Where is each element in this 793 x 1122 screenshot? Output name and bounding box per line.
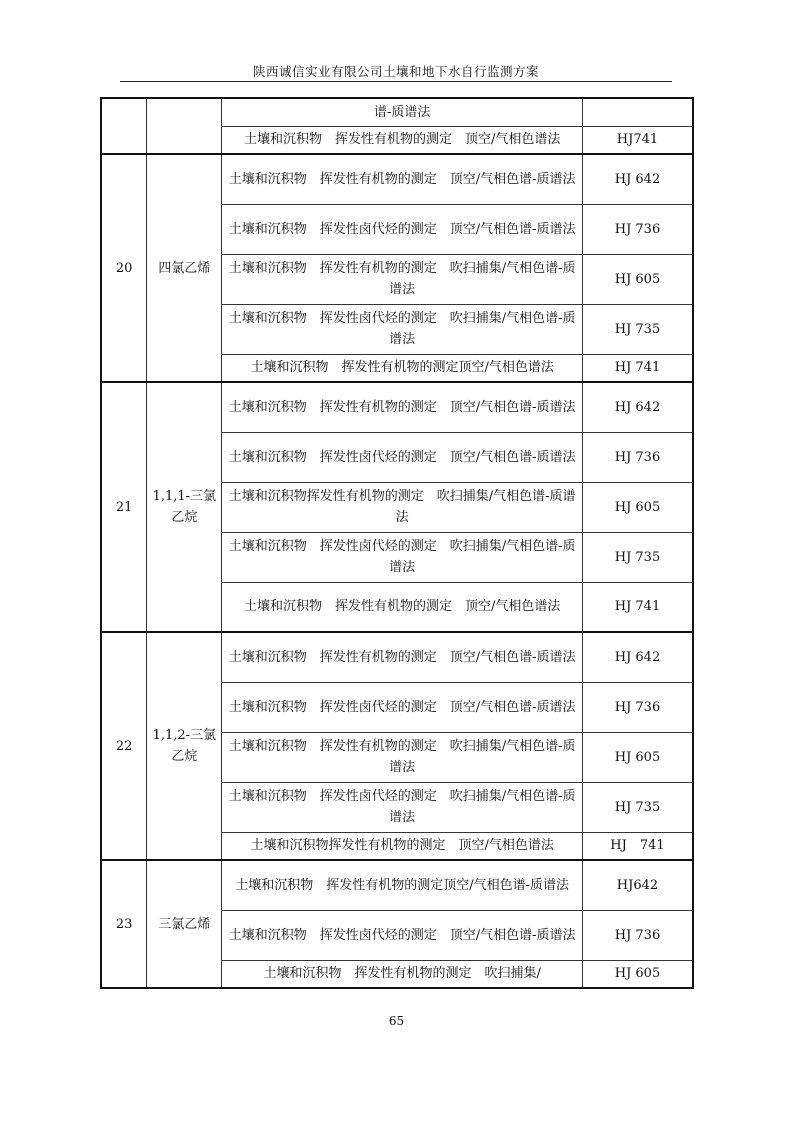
item-number: 21 xyxy=(101,382,147,632)
standards-table xyxy=(100,97,694,989)
standard-code: HJ 605 xyxy=(582,960,693,988)
page-number: 65 xyxy=(388,1014,405,1028)
standard-code: HJ 741 xyxy=(582,354,693,382)
substance-name: 四氯乙烯 xyxy=(147,154,222,382)
method-name: 土壤和沉积物 挥发性有机物的测定 顶空/气相色谱-质谱法 xyxy=(222,382,583,432)
method-name: 土壤和沉积物 挥发性有机物的测定 顶空/气相色谱-质谱法 xyxy=(222,154,583,204)
method-name: 土壤和沉积物 挥发性有机物的测定 吹扫捕集/气相色谱-质谱法 xyxy=(222,254,583,304)
standard-code: HJ 735 xyxy=(582,782,693,832)
standard-code: HJ 735 xyxy=(582,532,693,582)
page-header: 陕西诚信实业有限公司土壤和地下水自行监测方案 xyxy=(252,64,539,79)
substance-name xyxy=(147,98,222,154)
standard-code: HJ 642 xyxy=(582,154,693,204)
method-name: 土壤和沉积物 挥发性卤代烃的测定 顶空/气相色谱-质谱法 xyxy=(222,204,583,254)
method-name: 土壤和沉积物 挥发性有机物的测定 吹扫捕集/气相色谱-质谱法 xyxy=(222,732,583,782)
table-row xyxy=(101,154,693,204)
table-row xyxy=(101,382,693,432)
method-name: 土壤和沉积物 挥发性卤代烃的测定 顶空/气相色谱-质谱法 xyxy=(222,682,583,732)
method-name: 土壤和沉积物 挥发性有机物的测定 顶空/气相色谱法 xyxy=(222,582,583,632)
method-name: 谱-质谱法 xyxy=(222,98,583,126)
standard-code: HJ 735 xyxy=(582,304,693,354)
standard-code: HJ 741 xyxy=(582,832,693,860)
method-name: 土壤和沉积物 挥发性卤代烃的测定 顶空/气相色谱-质谱法 xyxy=(222,432,583,482)
substance-name: 三氯乙烯 xyxy=(147,860,222,988)
method-name: 土壤和沉积物挥发性有机物的测定 吹扫捕集/气相色谱-质谱法 xyxy=(222,482,583,532)
method-name: 土壤和沉积物 挥发性有机物的测定顶空/气相色谱-质谱法 xyxy=(222,860,583,910)
substance-name: 1,1,1-三氯乙烷 xyxy=(147,382,222,632)
standard-code: HJ 605 xyxy=(582,254,693,304)
substance-name: 1,1,2-三氯乙烷 xyxy=(147,632,222,860)
standard-code: HJ741 xyxy=(582,126,693,154)
method-name: 土壤和沉积物 挥发性有机物的测定 顶空/气相色谱-质谱法 xyxy=(222,632,583,682)
table-row xyxy=(101,860,693,910)
standard-code: HJ 736 xyxy=(582,204,693,254)
item-number: 20 xyxy=(101,154,147,382)
standard-code: HJ 605 xyxy=(582,482,693,532)
standard-code: HJ642 xyxy=(582,860,693,910)
standard-code: HJ 741 xyxy=(582,582,693,632)
standard-code: HJ 736 xyxy=(582,682,693,732)
standard-code: HJ 605 xyxy=(582,732,693,782)
item-number xyxy=(101,98,147,154)
table-row xyxy=(101,98,693,126)
method-name: 土壤和沉积物 挥发性有机物的测定 顶空/气相色谱法 xyxy=(222,126,583,154)
item-number: 23 xyxy=(101,860,147,988)
standard-code: HJ 736 xyxy=(582,910,693,960)
method-name: 土壤和沉积物 挥发性卤代烃的测定 吹扫捕集/气相色谱-质谱法 xyxy=(222,304,583,354)
method-name: 土壤和沉积物 挥发性有机物的测定顶空/气相色谱法 xyxy=(222,354,583,382)
method-name: 土壤和沉积物 挥发性卤代烃的测定 顶空/气相色谱-质谱法 xyxy=(222,910,583,960)
standard-code: HJ 642 xyxy=(582,632,693,682)
standards-table-body xyxy=(101,98,693,988)
method-name: 土壤和沉积物 挥发性卤代烃的测定 吹扫捕集/气相色谱-质谱法 xyxy=(222,532,583,582)
standard-code: HJ 736 xyxy=(582,432,693,482)
item-number: 22 xyxy=(101,632,147,860)
table-row xyxy=(101,632,693,682)
standard-code xyxy=(582,98,693,126)
method-name: 土壤和沉积物 挥发性卤代烃的测定 吹扫捕集/气相色谱-质谱法 xyxy=(222,782,583,832)
method-name: 土壤和沉积物 挥发性有机物的测定 吹扫捕集/ xyxy=(222,960,583,988)
standard-code: HJ 642 xyxy=(582,382,693,432)
method-name: 土壤和沉积物挥发性有机物的测定 顶空/气相色谱法 xyxy=(222,832,583,860)
header-rule xyxy=(120,81,672,82)
